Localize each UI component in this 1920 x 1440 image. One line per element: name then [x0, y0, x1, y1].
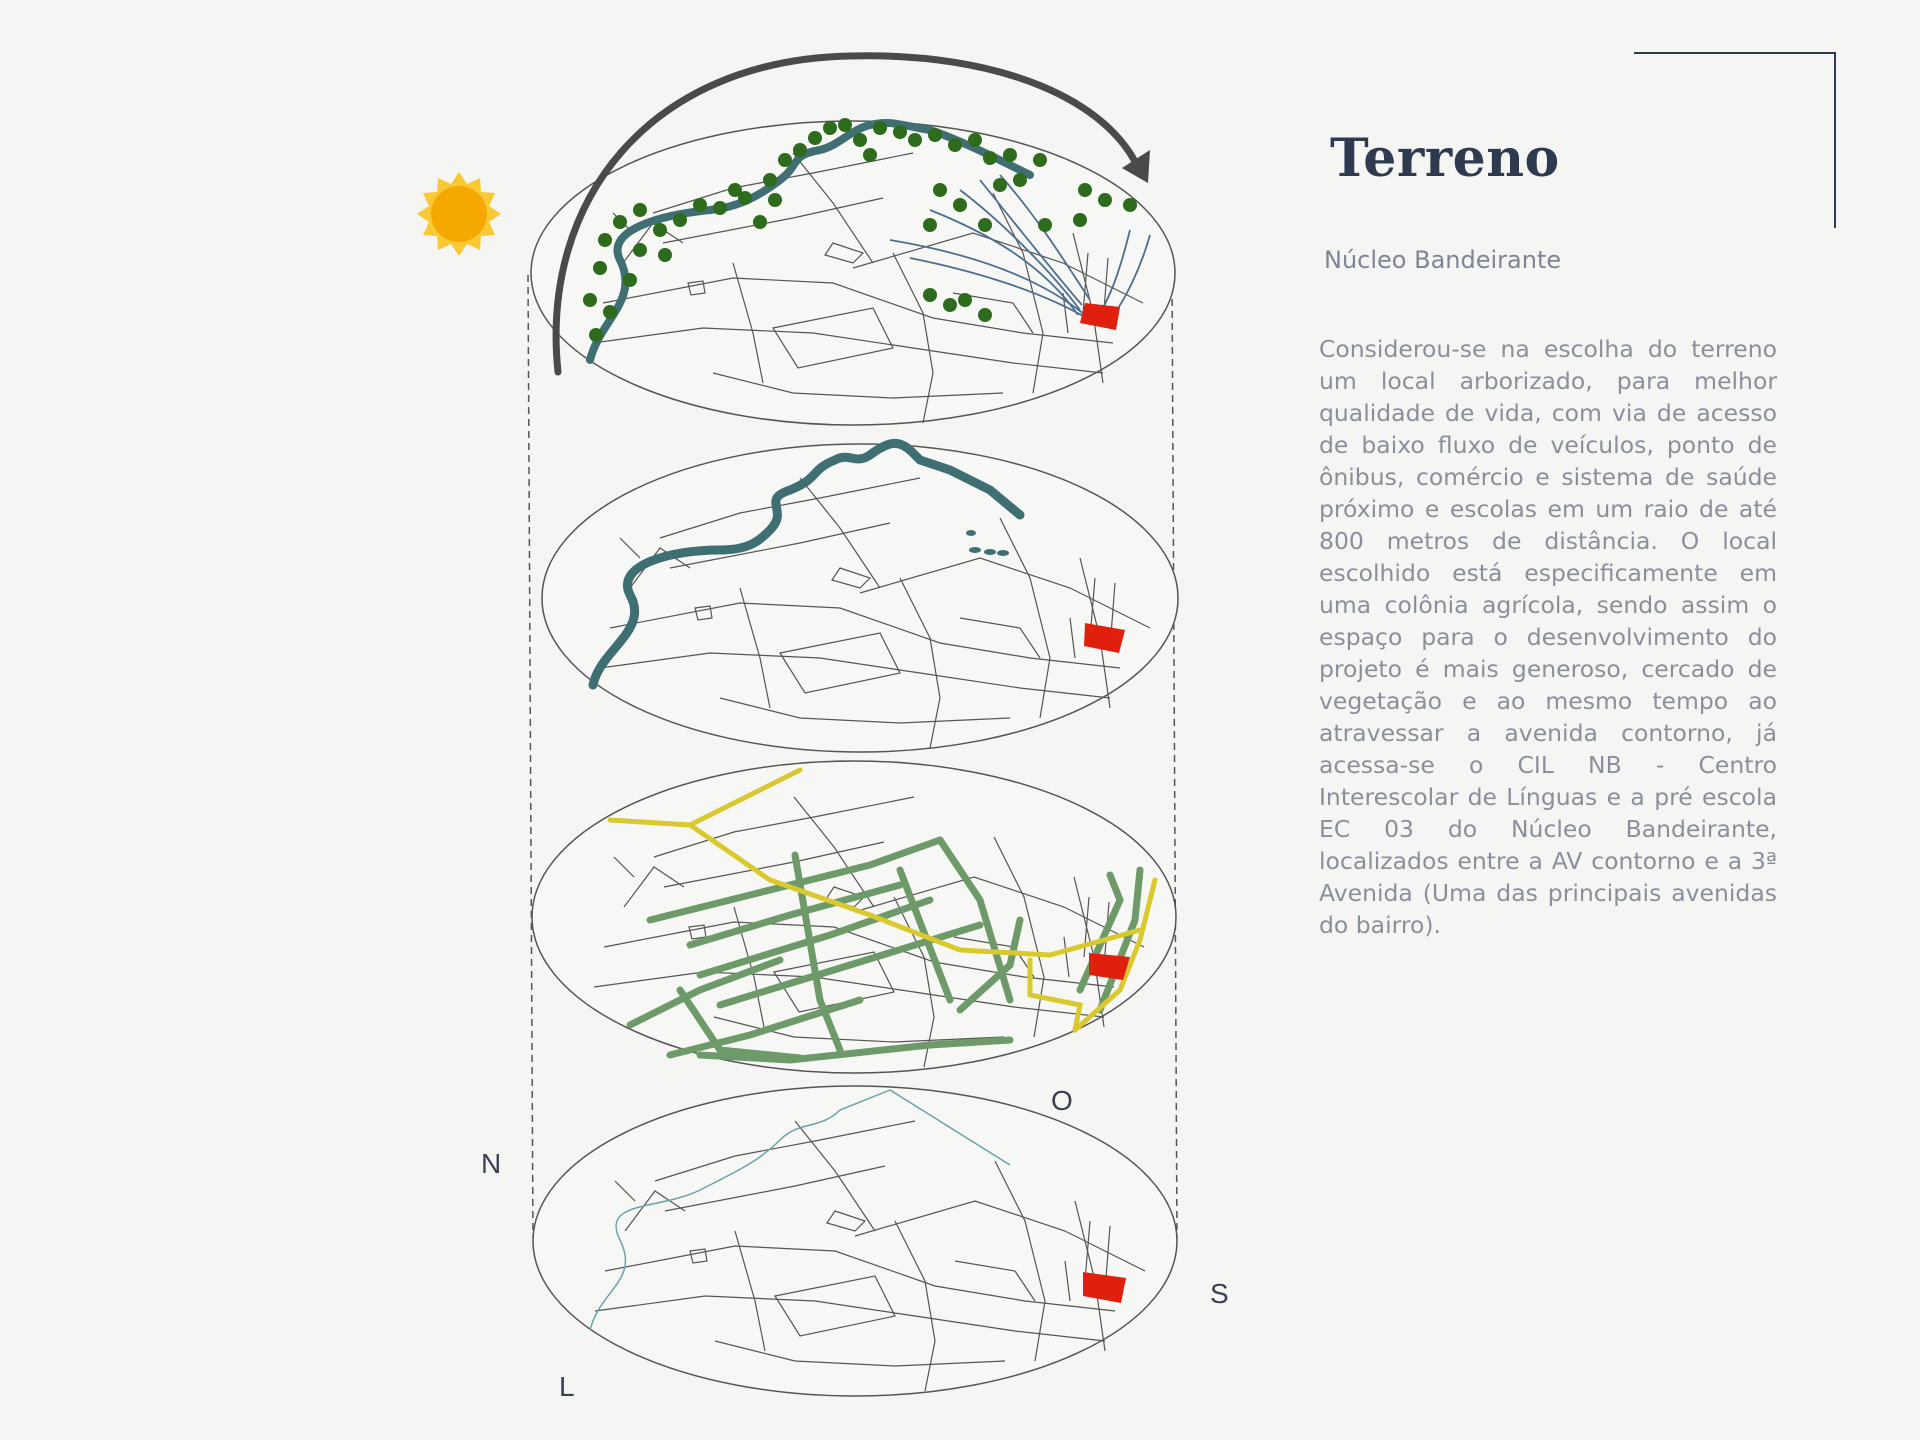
cylinder-guide-left	[528, 275, 533, 1238]
frame-corner	[1634, 52, 1836, 228]
page-title: Terreno	[1330, 128, 1560, 189]
sun-icon	[417, 172, 501, 256]
compass-east: L	[559, 1371, 575, 1402]
description-text: Considerou-se na escolha do terreno um local arborizado, para melhor qualidade de vida, com via de acesso de baixo fluxo de veículos, ponto de ônibus, comércio e sistema de saúde próximo e escolas em um raio de até 800 metros de distância. O local escolhido está especificamente em uma colônia agrícola, sendo assim o espaço para o desenvolvimento do projeto é mais generoso, cercado de vegetação e ao mesmo tempo ao atravessar a avenida contorno, já acessa-se o CIL NB - Centro Interescolar de Línguas e a pré escola EC 03 do Núcleo Bandeirante, localizados entre a AV contorno e a 3ª Avenida (Uma das principais avenidas do bairro).	[1319, 335, 1777, 939]
layer-base-map	[533, 1086, 1177, 1396]
page-subtitle: Núcleo Bandeirante	[1324, 246, 1562, 274]
cylinder-guide-right	[1172, 275, 1177, 1238]
compass-north: N	[481, 1148, 502, 1179]
layer-roads	[532, 761, 1176, 1073]
layer-vegetation	[531, 118, 1175, 425]
compass-west: O	[1051, 1085, 1073, 1116]
layer-water	[542, 443, 1178, 752]
compass-south: S	[1210, 1278, 1229, 1309]
